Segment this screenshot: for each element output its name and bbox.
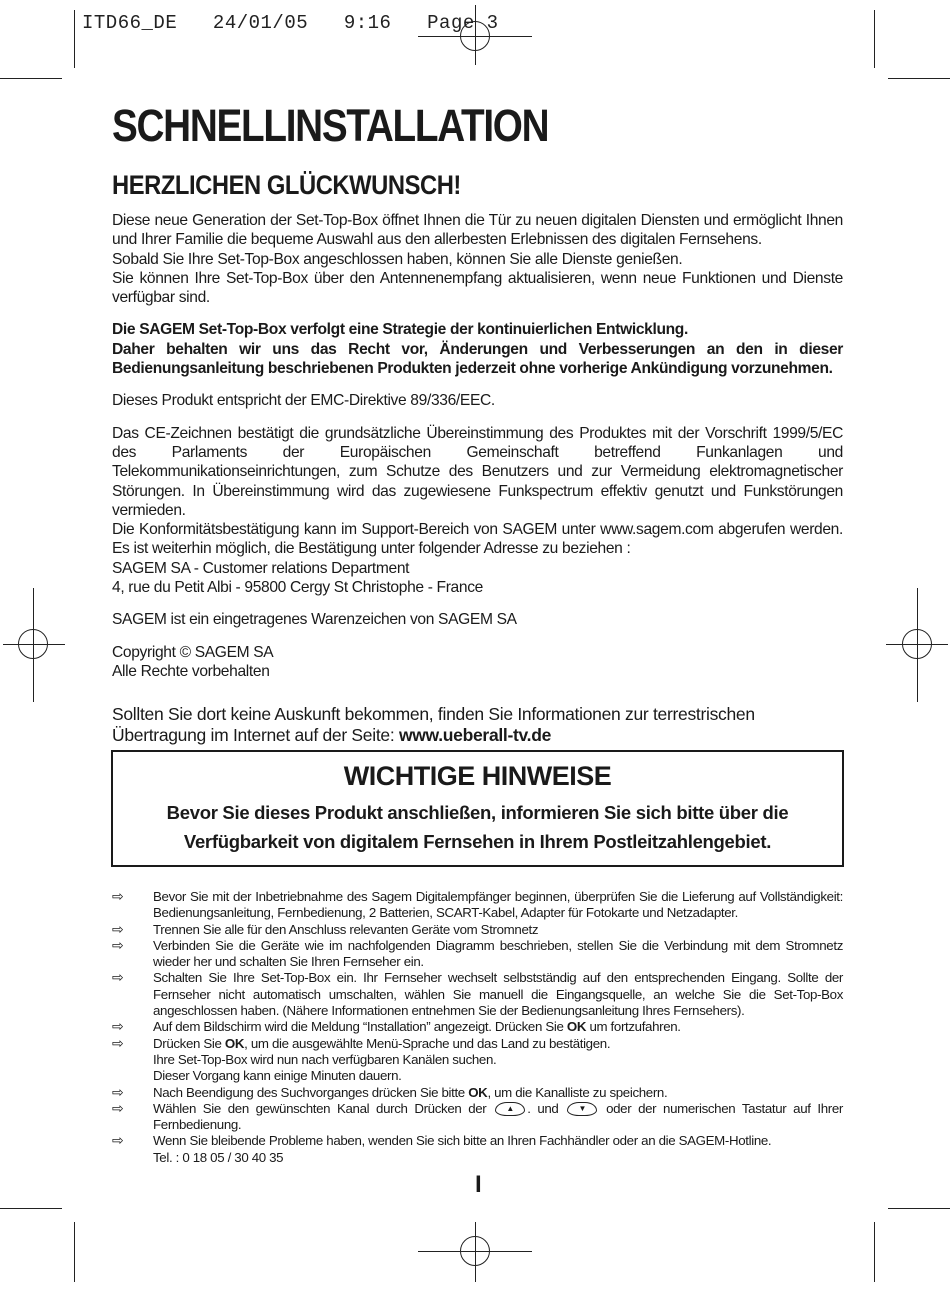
step-text: Auf dem Bildschirm wird die Meldung “Installation” angezeigt. Drücken Sie: [153, 1019, 567, 1035]
arrow-icon: ⇨: [112, 1034, 124, 1051]
page-content: [112, 100, 843, 746]
arrow-icon: ⇨: [112, 969, 124, 986]
step-text: , um die Kanalliste zu speichern.: [487, 1084, 668, 1100]
text-line: 4, rue du Petit Albi - 95800 Cergy St Christophe - France: [112, 579, 483, 597]
text-line: Das CE-Zeichnen bestätigt die grundsätzliche Übereinstimmung des Produktes mit der Vorschrift 1999/5/EC des Parlaments der Europäischen Gemeinschaft betreffend Funkanlagen und Telekommunikationseinrichtungen, zum Schutze des Benutzers und zur Vermeidung elektromagnetischer Störungen. In Übereinstimmung wird das zugewiesene Funkspectrum effektiv genutzt und Funkstörungen vermieden.: [112, 424, 843, 519]
intro-paragraph: [112, 211, 843, 307]
info-notice: [112, 704, 843, 746]
crop-mark: [0, 1208, 62, 1209]
text-line: Dieses Produkt entspricht der EMC-Direktive 89/336/EEC.: [112, 392, 495, 410]
crop-mark: [874, 10, 875, 68]
box-title: WICHTIGE HINWEISE: [343, 761, 612, 791]
text-line: Sobald Sie Ihre Set-Top-Box angeschlossen haben, können Sie alle Dienste genießen.: [112, 250, 683, 268]
text-line: Daher behalten wir uns das Recht vor, Änderungen und Verbesserungen an den in dieser Bedienungsanleitung beschriebenen Produkten jederzeit ohne vorherige Ankündigung vorzunehmen.: [112, 340, 843, 378]
ce-paragraph: [112, 424, 843, 598]
text-line: Diese neue Generation der Set-Top-Box öffnet Ihnen die Tür zu neuen digitalen Diensten und ermöglicht Ihnen und Ihrer Familie die bequeme Auswahl aus den allerbesten Erlebnissen des digitalen Fernsehens.: [112, 212, 843, 249]
step-text: Bevor Sie mit der Inbetriebnahme des Sagem Digitalempfänger beginnen, überprüfen Sie die Lieferung auf Vollständigkeit: Bedienungsanleitung, Fernbedienung, 2 Batterien, SCART-Kabel, Adapter für Fotokarte und Netzadapter.: [153, 889, 843, 921]
list-item: [112, 1019, 843, 1035]
list-item: [112, 889, 843, 922]
step-text: Wenn Sie bleibende Probleme haben, wenden Sie sich bitte an Ihren Fachhändler oder an die SAGEM-Hotline.: [153, 1133, 772, 1149]
list-item: [112, 970, 843, 1019]
step-text: , um die ausgewählte Menü-Sprache und das Land zu bestätigen.: [244, 1035, 611, 1051]
website-link[interactable]: www.ueberall-tv.de: [398, 725, 552, 746]
ok-key-label: OK: [566, 1019, 587, 1035]
registration-circle: [902, 629, 932, 659]
crop-mark: [74, 10, 75, 68]
box-text: Bevor Sie dieses Produkt anschließen, informieren Sie sich bitte über die Verfügbarkeit von digitalem Fernsehen in Ihrem Postleitzahlengebiet.: [166, 802, 789, 852]
step-text: Trennen Sie alle für den Anschluss relevanten Geräte vom Stromnetz: [153, 921, 539, 937]
arrow-icon: ⇨: [112, 936, 124, 953]
registration-circle: [18, 629, 48, 659]
list-item: [112, 1085, 843, 1101]
step-text: Nach Beendigung des Suchvorganges drücken Sie bitte: [153, 1084, 469, 1100]
arrow-icon: ⇨: [112, 1132, 124, 1149]
print-slug: ITD66_DE 24/01/05 9:16 Page 3: [82, 12, 499, 34]
notice-text: Sollten Sie dort keine Auskunft bekommen, finden Sie Informationen zur terrestrischen Übertragung im Internet auf der Seite:: [112, 704, 755, 746]
page-number: I: [475, 1171, 482, 1198]
step-text: Wählen Sie den gewünschten Kanal durch Drücken der: [153, 1100, 494, 1116]
ok-key-label: OK: [468, 1084, 488, 1100]
step-text: oder der numerischen Tastatur auf Ihrer Fernbedienung.: [153, 1100, 843, 1133]
step-text: Ihre Set-Top-Box wird nun nach verfügbaren Kanälen suchen.: [153, 1051, 497, 1067]
text-line: Die SAGEM Set-Top-Box verfolgt eine Strategie der kontinuierlichen Entwicklung.: [112, 321, 688, 339]
step-text: Schalten Sie Ihre Set-Top-Box ein. Ihr Fernseher wechselt selbstständig auf den entsprechenden Eingang. Sollte der Fernseher nicht automatisch umschalten, wählen Sie manuell die Eingangsquelle, an welche Sie die Set-Top-Box angeschlossen haben. (Nähere Informationen entnehmen Sie der Bedienungsanleitung Ihres Fernsehers).: [153, 970, 843, 1019]
text-line: Alle Rechte vorbehalten: [112, 662, 270, 680]
arrow-icon: ⇨: [112, 888, 124, 904]
ok-key-label: OK: [224, 1035, 245, 1051]
crop-mark: [874, 1222, 875, 1282]
crop-mark: [74, 1222, 75, 1282]
emc-paragraph: [112, 391, 843, 410]
list-item: [112, 938, 843, 971]
crop-mark: [888, 78, 950, 79]
list-item: [112, 1036, 843, 1085]
step-text: Verbinden Sie die Geräte wie im nachfolgenden Diagramm beschrieben, stellen Sie die Verbindung mit dem Stromnetz wieder her und schalten Sie Ihren Fernseher ein.: [153, 937, 843, 970]
arrow-icon: ⇨: [112, 1018, 124, 1035]
list-item: [112, 1101, 843, 1134]
down-key-icon: ▼: [567, 1102, 597, 1116]
arrow-icon: ⇨: [112, 1099, 124, 1116]
crop-mark: [888, 1208, 950, 1209]
step-text: um fortzufahren.: [586, 1019, 681, 1035]
strategy-paragraph: [112, 320, 843, 378]
text-line: Copyright © SAGEM SA: [112, 643, 274, 661]
text-line: Die Konformitätsbestätigung kann im Support-Bereich von SAGEM unter www.sagem.com abgerufen werden. Es ist weiterhin möglich, die Bestätigung unter folgender Adresse zu beziehen :: [112, 521, 843, 558]
list-item: [112, 1133, 843, 1166]
list-item: [112, 922, 843, 938]
arrow-icon: ⇨: [112, 920, 124, 937]
crop-mark: [0, 78, 62, 79]
page-title: SCHNELLINSTALLATION: [112, 100, 549, 151]
registration-circle: [460, 1236, 490, 1266]
trademark-paragraph: [112, 610, 843, 629]
installation-steps: [112, 889, 843, 1166]
copyright-paragraph: [112, 643, 843, 682]
step-text: Drücken Sie: [153, 1035, 225, 1051]
text-line: SAGEM ist ein eingetragenes Warenzeichen von SAGEM SA: [112, 611, 517, 629]
up-key-icon: ▲: [495, 1102, 525, 1116]
step-text: Dieser Vorgang kann einige Minuten dauern.: [153, 1068, 402, 1084]
hotline-number: Tel. : 0 18 05 / 30 40 35: [153, 1149, 284, 1165]
important-notes-box: [111, 750, 844, 867]
text-line: SAGEM SA - Customer relations Department: [112, 559, 410, 577]
step-text: . und: [527, 1100, 566, 1116]
arrow-icon: ⇨: [112, 1083, 124, 1100]
section-title: HERZLICHEN GLÜCKWUNSCH!: [112, 170, 461, 200]
text-line: Sie können Ihre Set-Top-Box über den Antennenempfang aktualisieren, wenn neue Funktionen und Dienste verfügbar sind.: [112, 269, 843, 307]
